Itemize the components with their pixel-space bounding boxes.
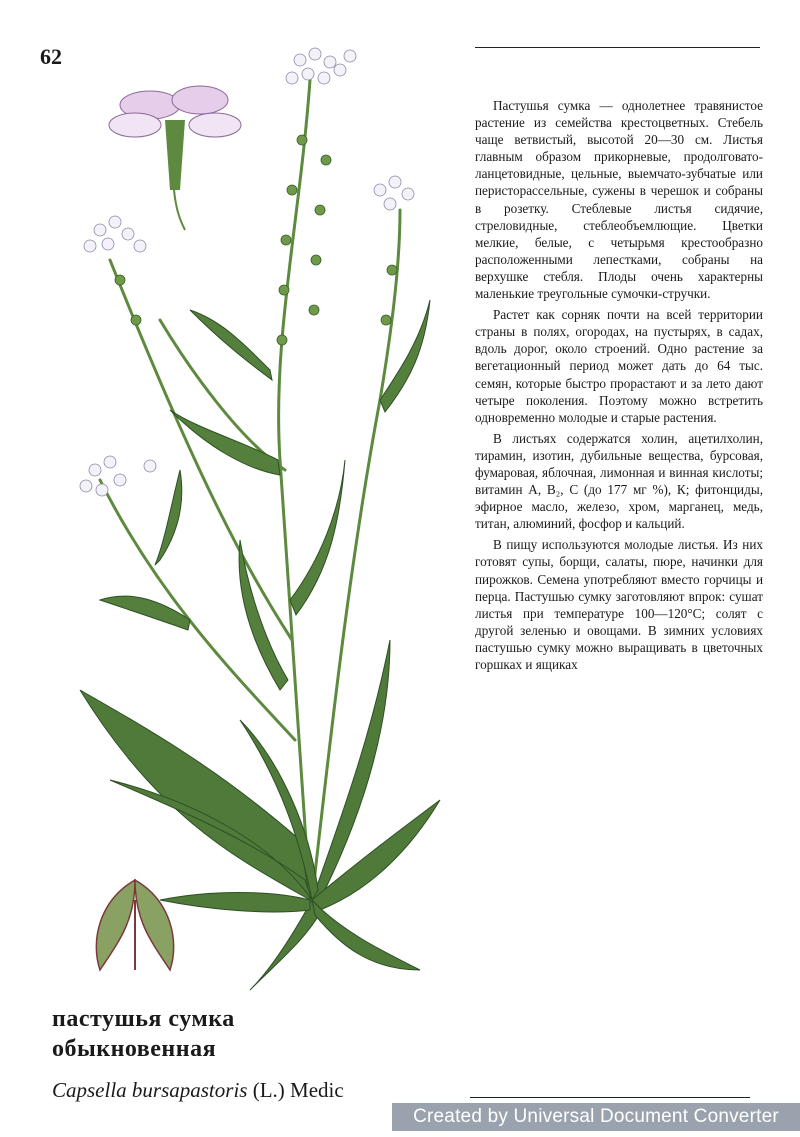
plant-title-line2: обыкновенная	[52, 1036, 217, 1062]
page-number: 62	[40, 44, 62, 69]
bottom-rule	[470, 1097, 750, 1098]
latin-author: (L.) Medic	[252, 1078, 344, 1102]
shepherds-purse-illustration	[40, 40, 460, 1000]
paragraph-habitat: Растет как сорняк почти на всей территории страны в полях, огородах, на пустырях, в садах, вдоль дорог, около строений. Одно растение за вегетационный период может дать до 64 тыс. семян, которые быстро прорастают и за лето дают четыре поколения. Поэтому можно встретить одновременно молодые и старые растения.	[475, 307, 763, 425]
paragraph-composition: В листьях содержатся холин, ацетилхолин, тирамин, изотин, дубильные вещества, бурсовая, фумаровая, яблочная, лимонная и винная кислоты; витамин А, В₂, С (до 177 мг %), К; фитонциды, эфирное масло, железо, хром, марганец, медь, титан, алюминий, фосфор и кальций.	[475, 430, 763, 532]
paragraph-usage: В пищу используются молодые листья. Из них готовят супы, борщи, салаты, пюре, начинки для пирожков. Семена употребляют вместо горчицы и перца. Пастушью сумку заготовляют впрок: сушат листья при температуре 100—120°C; солят с другой зеленью и овощами. В зимних условиях пастушью сумку можно выращивать в цветочных горшках и ящиках	[475, 537, 763, 672]
top-rule	[475, 47, 760, 48]
article-body	[475, 97, 763, 677]
paragraph-description: Пастушья сумка — однолетнее травянистое растение из семейства крестоцветных. Стебель чаще ветвистый, высотой 20—30 см. Листья главным образом прикорневые, продолговато-ланцетовидные, цельные, выемчато-зубчатые или перисторассельные, сужены в черешок и собраны в розетку. Стеблевые листья сидячие, стреловидные, стеблеобъемлющие. Цветки мелкие, белые, с четырьмя крестообразно расположенными лепестками, собраны на верхушке стебля. Плоды очень характерны маленькие треугольные сумочки-стручки.	[475, 98, 763, 302]
latin-genus: Capsella bursapastoris	[52, 1078, 248, 1102]
latin-name	[52, 1078, 344, 1103]
plant-title-line1: пастушья сумка	[52, 1006, 235, 1032]
watermark-banner: Created by Universal Document Converter	[392, 1103, 800, 1131]
